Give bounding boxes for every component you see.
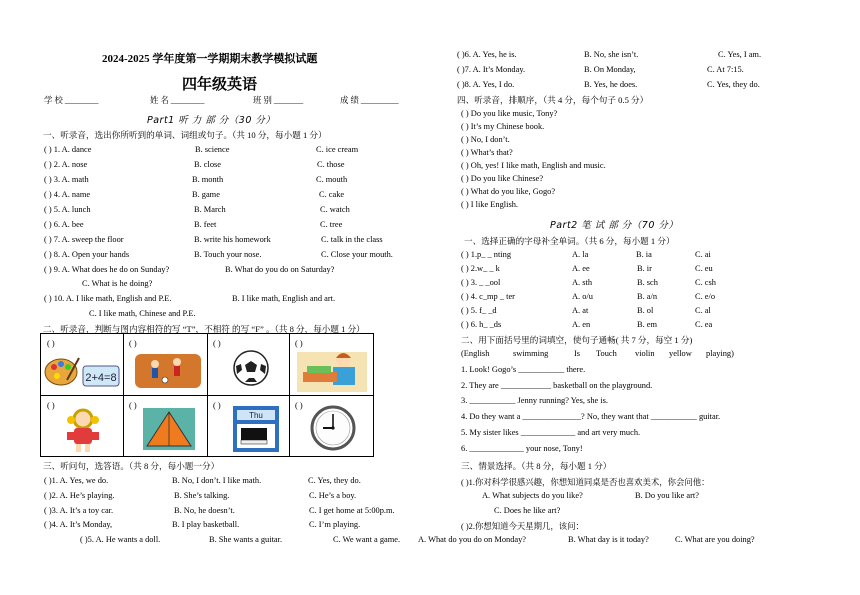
situation-q2: ( )2.你想知道今天星期几，该问： bbox=[461, 522, 584, 531]
letter-q6-b: B. em bbox=[637, 320, 658, 329]
fill-q2: 2. They are ____________ basketball on the playground. bbox=[461, 381, 653, 390]
girl-picture bbox=[63, 406, 103, 454]
situation-q2-a: A. What do you do on Monday? bbox=[418, 535, 527, 544]
response-q4: ( )4. A. It’s Monday, bbox=[44, 520, 113, 529]
letter-q6: ( ) 6. h_ _ds bbox=[461, 320, 502, 329]
response-q5-b: B. She wants a guitar. bbox=[209, 535, 283, 544]
response-q8-c: C. Yes, they do. bbox=[707, 80, 760, 89]
letter-q4: ( ) 4. c_mp _ ter bbox=[461, 292, 515, 301]
listening-q2: ( ) 2. A. nose bbox=[44, 160, 88, 169]
letter-q3-a: A. sth bbox=[572, 278, 593, 287]
letter-q3-b: B. sch bbox=[637, 278, 658, 287]
paint-palette-math-picture bbox=[43, 352, 121, 394]
letter-q1-c: C. ai bbox=[695, 250, 711, 259]
listening-q5-b: B. March bbox=[194, 205, 226, 214]
writing-section3-heading: 三、情景选择。（共 8 分，每小题 1 分） bbox=[461, 461, 612, 471]
response-q4-b: B. I play basketball. bbox=[172, 520, 240, 529]
exam-title: 2024-2025 学年度第一学期期末教学模拟试题 bbox=[102, 53, 318, 65]
response-q3: ( )3. A. It’s a toy car. bbox=[44, 506, 114, 515]
response-q5-c: C. We want a game. bbox=[333, 535, 401, 544]
response-q7-c: C. At 7:15. bbox=[707, 65, 744, 74]
listening-q8-b: B. Touch your nose. bbox=[194, 250, 262, 259]
situation-q2-b: B. What day is it today? bbox=[568, 535, 649, 544]
listening-q2-c: C. those bbox=[317, 160, 345, 169]
letter-q4-a: A. o/u bbox=[572, 292, 593, 301]
picture-grid bbox=[40, 333, 374, 457]
order-item-3: ( ) No, I don’t. bbox=[461, 135, 510, 144]
fill-q5: 5. My sister likes _____________ and art very much. bbox=[461, 428, 641, 437]
fill-q1: 1. Look! Gogo’s ___________ there. bbox=[461, 365, 586, 374]
listening-q10-c: C. I like math, Chinese and P.E. bbox=[89, 309, 196, 318]
picture-answer-3[interactable]: ( ) bbox=[213, 339, 221, 348]
word-bank-violin: violin bbox=[635, 349, 655, 358]
listening-q6-c: C. tree bbox=[320, 220, 343, 229]
letter-q4-b: B. a/n bbox=[637, 292, 658, 301]
listening-q8-c: C. Close your mouth. bbox=[321, 250, 393, 259]
situation-q2-c: C. What are you doing? bbox=[675, 535, 755, 544]
letter-q6-c: C. ea bbox=[695, 320, 713, 329]
letter-q3-c: C. csh bbox=[695, 278, 716, 287]
listening-q3: ( ) 3. A. math bbox=[44, 175, 89, 184]
listening-q9-c: C. What is he doing? bbox=[82, 279, 153, 288]
listening-q4: ( ) 4. A. name bbox=[44, 190, 91, 199]
word-bank-touch: Touch bbox=[596, 349, 617, 358]
letter-q6-a: A. en bbox=[572, 320, 591, 329]
response-q6-c: C. Yes, I am. bbox=[718, 50, 762, 59]
listening-section2-heading: 二、听录音，判断与图内容相符的写 “T”，不相符 的写 “F” 。（共 8 分，每小题 1 分） bbox=[43, 324, 365, 334]
exam-subtitle: 四年级英语 bbox=[182, 77, 258, 93]
part2-title: Part2 笔 试 部 分（70 分） bbox=[550, 220, 679, 231]
listening-q9-b: B. What do you do on Saturday? bbox=[225, 265, 335, 274]
girl-with-books-picture bbox=[293, 346, 371, 394]
letter-q5-c: C. al bbox=[695, 306, 711, 315]
class-field: 班 别 _______ bbox=[253, 96, 304, 105]
response-q1: ( )1. A. Yes, we do. bbox=[44, 476, 109, 485]
letter-q1-a: A. la bbox=[572, 250, 589, 259]
letter-q1: ( ) 1.p_ _ nting bbox=[461, 250, 512, 259]
listening-q7: ( ) 7. A. sweep the floor bbox=[44, 235, 124, 244]
listening-q6: ( ) 6. A. bee bbox=[44, 220, 84, 229]
response-q3-b: B. No, he doesn’t. bbox=[174, 506, 235, 515]
listening-q9: ( ) 9. A. What does he do on Sunday? bbox=[44, 265, 170, 274]
letter-q5-a: A. at bbox=[572, 306, 589, 315]
order-item-2: ( ) It’s my Chinese book. bbox=[461, 122, 545, 131]
soccer-ball-picture bbox=[231, 348, 271, 388]
situation-q1: ( )1.你对科学很感兴趣，你想知道同桌是否也喜欢美术，你会问他： bbox=[461, 478, 710, 487]
picture-answer-5[interactable]: ( ) bbox=[47, 401, 55, 410]
listening-section4-heading: 四、听录音，排顺序，（共 4 分，每个句子 0.5 分） bbox=[457, 95, 649, 105]
letter-q2: ( ) 2.w_ _ k bbox=[461, 264, 500, 273]
word-bank-playing: playing) bbox=[706, 349, 734, 358]
response-q5: ( )5. A. He wants a doll. bbox=[80, 535, 161, 544]
listening-q6-b: B. feet bbox=[194, 220, 217, 229]
listening-q5-c: C. watch bbox=[320, 205, 350, 214]
listening-q10: ( ) 10. A. I like math, English and P.E. bbox=[44, 294, 172, 303]
picture-answer-1[interactable]: ( ) bbox=[47, 339, 55, 348]
listening-q5: ( ) 5. A. lunch bbox=[44, 205, 91, 214]
listening-q8: ( ) 8. A. Open your hands bbox=[44, 250, 130, 259]
school-field: 学 校 ________ bbox=[44, 96, 99, 105]
listening-q1: ( ) 1. A. dance bbox=[44, 145, 92, 154]
fill-q4: 4. Do they want a ______________? No, they want that ___________ guitar. bbox=[461, 412, 721, 421]
listening-q10-b: B. I like math, English and art. bbox=[232, 294, 336, 303]
word-bank-english: (English bbox=[461, 349, 490, 358]
letter-q4-c: C. e/o bbox=[695, 292, 716, 301]
response-q8-b: B. Yes, he does. bbox=[584, 80, 638, 89]
clock-picture bbox=[309, 404, 357, 452]
listening-q1-b: B. science bbox=[195, 145, 230, 154]
listening-q7-c: C. talk in the class bbox=[321, 235, 383, 244]
listening-q4-c: C. cake bbox=[319, 190, 345, 199]
order-item-8: ( ) I like English. bbox=[461, 200, 518, 209]
response-q4-c: C. I’m playing. bbox=[309, 520, 361, 529]
situation-q1-c: C. Does he like art? bbox=[494, 506, 561, 515]
order-item-4: ( ) What’s that? bbox=[461, 148, 513, 157]
listening-section3-heading: 三、听问句，选答语。（共 8 分，每小题一分） bbox=[43, 461, 220, 471]
letter-q3: ( ) 3. _ _ool bbox=[461, 278, 501, 287]
response-q1-c: C. Yes, they do. bbox=[308, 476, 361, 485]
fill-q6: 6. _____________ your nose, Tony! bbox=[461, 444, 583, 453]
response-q7-b: B. On Monday, bbox=[584, 65, 636, 74]
letter-q2-a: A. ee bbox=[572, 264, 590, 273]
listening-q7-b: B. write his homework bbox=[194, 235, 271, 244]
picture-answer-7[interactable]: ( ) bbox=[213, 401, 221, 410]
triangle-picture bbox=[141, 406, 197, 452]
response-q2-c: C. He’s a boy. bbox=[309, 491, 357, 500]
writing-section2-heading: 二、用下面括号里的词填空，使句子通畅( 共 7 分，每空 1 分) bbox=[461, 335, 693, 345]
word-bank-yellow: yellow bbox=[669, 349, 692, 358]
listening-q4-b: B. game bbox=[192, 190, 220, 199]
part1-title: Part1 听 力 部 分（30 分） bbox=[147, 115, 276, 126]
letter-q5: ( ) 5. f_ _d bbox=[461, 306, 497, 315]
listening-q2-b: B. close bbox=[194, 160, 221, 169]
letter-q5-b: B. ol bbox=[637, 306, 654, 315]
listening-q3-c: C. mouth bbox=[316, 175, 348, 184]
children-playing-picture bbox=[131, 344, 205, 392]
order-item-7: ( ) What do you like, Gogo? bbox=[461, 187, 556, 196]
response-q1-b: B. No, I don’t. I like math. bbox=[172, 476, 262, 485]
letter-q1-b: B. ia bbox=[636, 250, 652, 259]
name-field: 姓 名 ________ bbox=[150, 96, 205, 105]
listening-q3-b: B. month bbox=[192, 175, 224, 184]
word-bank-swimming: swimming bbox=[513, 349, 549, 358]
situation-q1-b: B. Do you like art? bbox=[635, 491, 699, 500]
order-item-1: ( ) Do you like music, Tony? bbox=[461, 109, 558, 118]
response-q2: ( )2. A. He’s playing. bbox=[44, 491, 115, 500]
situation-q1-a: A. What subjects do you like? bbox=[482, 491, 583, 500]
math-equation: 2+4=8 bbox=[85, 372, 117, 384]
response-q6: ( )6. A. Yes, he is. bbox=[457, 50, 517, 59]
picture-answer-8[interactable]: ( ) bbox=[295, 401, 303, 410]
picture-answer-2[interactable]: ( ) bbox=[129, 339, 137, 348]
thursday-label: Thu bbox=[249, 411, 263, 420]
fill-q3: 3. ___________ Jenny running? Yes, she is. bbox=[461, 396, 609, 405]
response-q2-b: B. She’s talking. bbox=[174, 491, 230, 500]
writing-section1-heading: 一、选择正确的字母补全单词。（共 6 分，每小题 1 分） bbox=[464, 236, 675, 246]
letter-q2-b: B. ir bbox=[637, 264, 652, 273]
score-field: 成 绩 _________ bbox=[340, 96, 399, 105]
response-q8: ( )8. A. Yes, I do. bbox=[457, 80, 515, 89]
response-q6-b: B. No, she isn’t. bbox=[584, 50, 639, 59]
listening-section1-heading: 一、听录音，选出你所听到的单词、词组或句子。（共 10 分，每小题 1 分） bbox=[43, 130, 327, 140]
order-item-6: ( ) Do you like Chinese? bbox=[461, 174, 544, 183]
order-item-5: ( ) Oh, yes! I like math, English and music. bbox=[461, 161, 606, 170]
listening-q1-c: C. ice cream bbox=[316, 145, 359, 154]
word-bank-is: Is bbox=[574, 349, 581, 358]
letter-q2-c: C. eu bbox=[695, 264, 713, 273]
response-q7: ( )7. A. It’s Monday. bbox=[457, 65, 526, 74]
thursday-piano-picture bbox=[231, 404, 281, 454]
picture-answer-4[interactable]: ( ) bbox=[295, 339, 303, 348]
response-q3-c: C. I get home at 5:00p.m. bbox=[309, 506, 395, 515]
picture-answer-6[interactable]: ( ) bbox=[129, 401, 137, 410]
